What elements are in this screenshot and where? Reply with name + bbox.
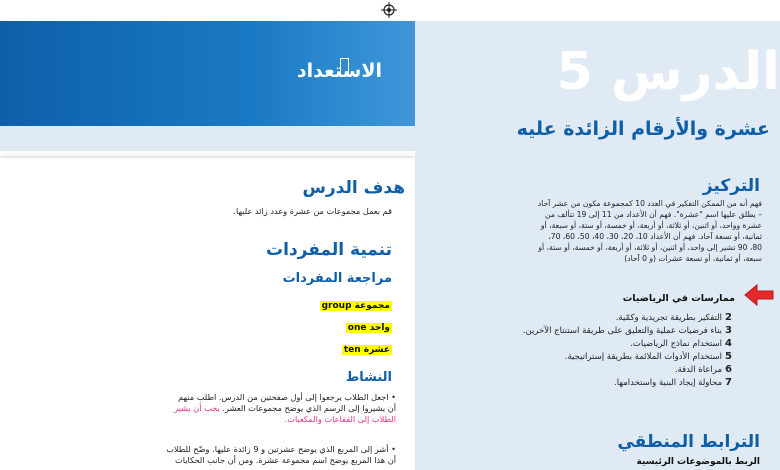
prep-title: الاستعداد: [296, 60, 382, 82]
coherence-subheading: الربط بالموضوعات الرئيسية: [636, 457, 760, 467]
focus-text: فهم أنه من الممكن التفكير في العدد 10 كمجموعة مكون من عشر آحاد – يطلق عليها اسم "عشرة". فهم أن الأعداد من 11 إلى 19 تتألف من عشرة وواحد، أو اثنين، أو ثلاثة، أو أربعة، أو خمسة، أو ستة، أو سبعة، أو ثمانية، أو تسعة آحاد. فهم أن الأعداد 10، 20، 30، 40، 50، 60، 70، 80، 90 تشير إلى واحد، أو اثنين، أو ثلاثة، أو أربعة، أو خمسة، أو ستة، أو سبعة، أو ثمانية، أو تسعة عشرات (و 0 آحاد): [537, 199, 762, 263]
practice-item: 3بناء فرضيات عملية والتعليق على طريقة استنتاج الآخرين.: [522, 325, 732, 336]
coherence-heading: الترابط المنطقي: [617, 432, 760, 452]
activity-bullet-1: • اجعل الطلاب يرجعوا إلى أول صفحتين من الدرس. اطلب منهم أن يشيروا إلى الرسم الذي يوضح مجموعات العشر. يجب أن يشير الطلاب إلى الفقاعات والمكعبات.: [174, 392, 396, 424]
focus-heading: التركيز: [702, 176, 760, 196]
practice-item: 2التفكير بطريقة تجريدية وكمّية.: [615, 312, 732, 323]
prev-page-arrow-icon[interactable]: [743, 283, 775, 307]
practice-item: 6مراعاة الدقة.: [674, 364, 732, 375]
vocab-term-one: واحد one: [347, 323, 390, 333]
practice-item: 4استخدام نماذج الرياضيات.: [630, 338, 732, 349]
bullet-dot-icon: •: [388, 444, 396, 454]
lesson-subtitle: عشرة والأرقام الزائدة عليه: [516, 118, 770, 140]
goal-text: قم بعمل مجموعات من عشرة وعدد زائد عليها.: [233, 206, 392, 216]
practices-heading: ممارسات في الرياضيات: [622, 293, 735, 304]
vocab-term-ten: عشرة ten: [343, 345, 390, 355]
bullet-dot-icon: •: [388, 392, 396, 402]
activity-bullet-2: • أشر إلى المربع الذي يوضح عشرتين و 9 زائدة عليها. وضّح للطلاب أن هذا المربع يوضح اسم مجموعة عشرة. ومن أن جانب الحكايات: [166, 444, 396, 465]
lesson-number: الدرس 5: [556, 42, 780, 102]
practice-item: 7محاولة إيجاد البنية واستخدامها.: [614, 377, 732, 388]
activity-heading: النشاط: [345, 370, 392, 385]
vocab-review-heading: مراجعة المفردات: [282, 271, 392, 286]
vocab-term-group: مجموعة group: [321, 301, 390, 311]
goal-heading: هدف الدرس: [302, 178, 405, 198]
crop-mark-icon: [381, 2, 397, 18]
vocab-heading: تنمية المفردات: [266, 240, 392, 260]
practice-item: 5استخدام الأدوات الملائمة بطريقة إستراتيجية.: [564, 351, 732, 362]
